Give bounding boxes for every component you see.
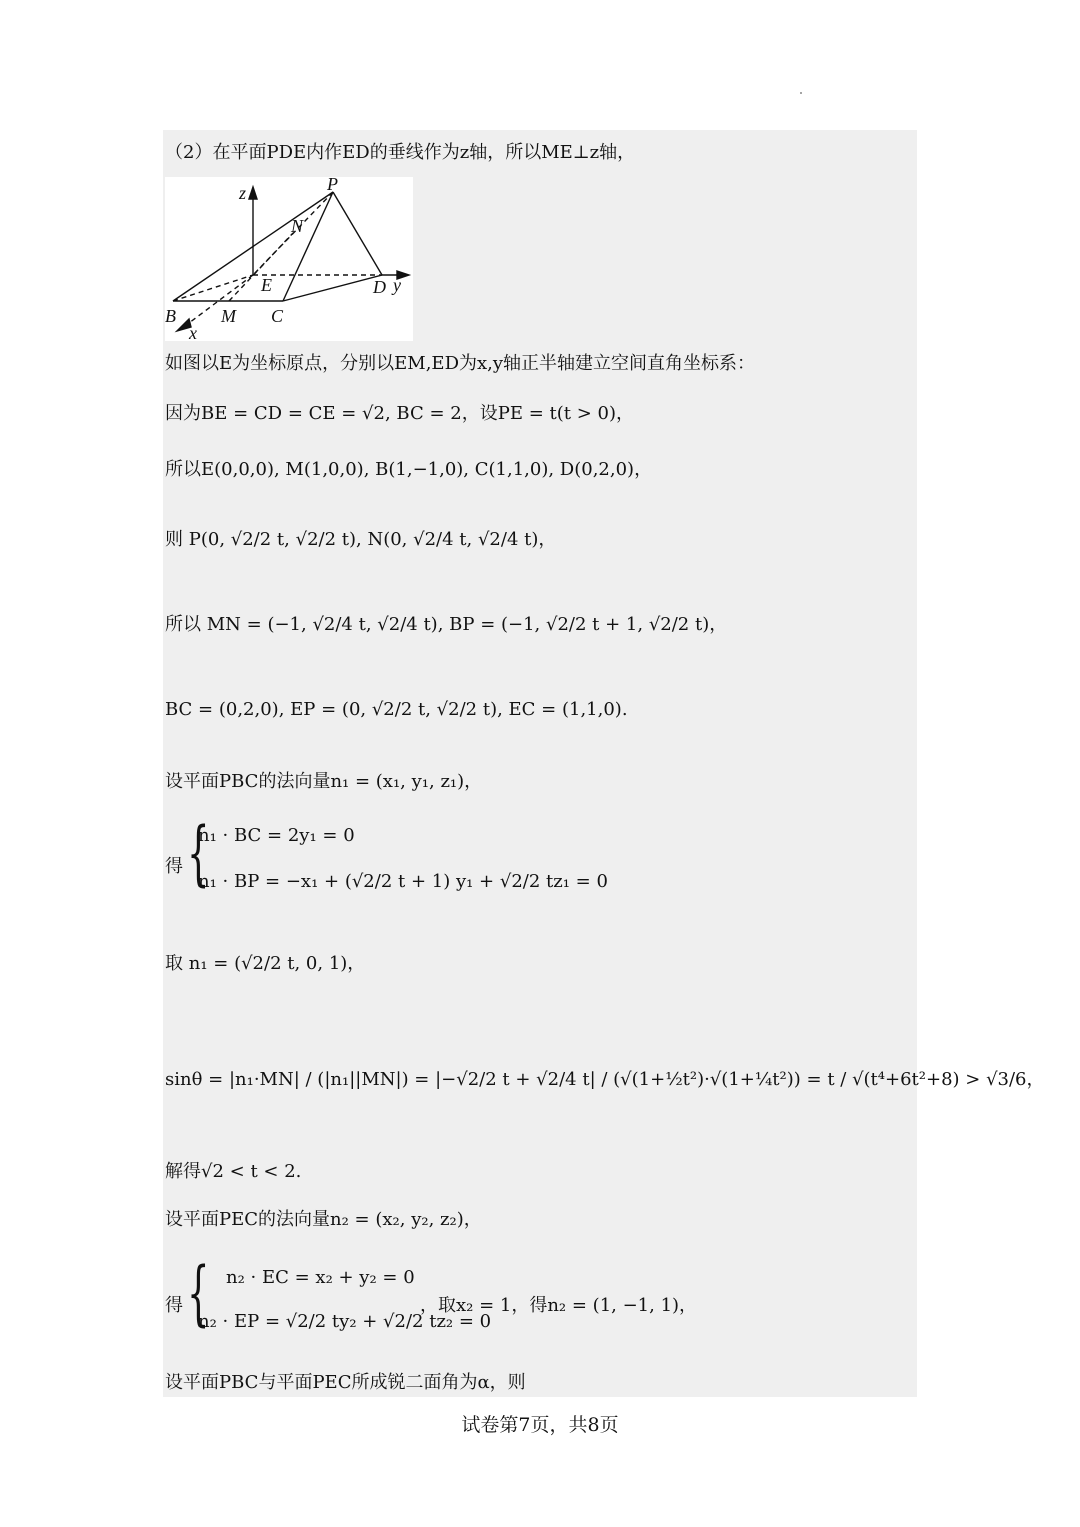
- line6-expr: MN = (−1, √2/4 t, √2/4 t), BP = (−1, √2/2 t + 1, √2/2 t)，: [206, 614, 728, 635]
- line5-prefix: 则: [165, 529, 183, 550]
- line1-text: （2）在平面PDE内作ED的垂线作为z轴，所以ME⊥z轴，: [165, 142, 636, 163]
- label-y: y: [393, 275, 401, 295]
- label-x: x: [189, 323, 197, 341]
- label-m: M: [221, 306, 236, 326]
- system2-prefix: 得: [165, 1295, 183, 1316]
- solution-line-3: [165, 402, 634, 426]
- line2-text: 如图以E为坐标原点，分别以EM,ED为x,y轴正半轴建立空间直角坐标系：: [165, 353, 756, 374]
- system2-suffix: ，取x₂ = 1，得n₂ = (1, −1, 1)，: [420, 1295, 698, 1316]
- system1-eq1: n₁ · BC = 2y₁ = 0: [198, 825, 355, 846]
- line5-expr: P(0, √2/2 t, √2/2 t), N(0, √2/4 t, √2/4 t)，: [188, 529, 557, 550]
- label-d: D: [373, 277, 386, 297]
- line10-text: sinθ = |n₁·MN| / (|n₁||MN|) = |−√2/2 t + √2/4 t| / (√(1+½t²)·√(1+¼t²)) = t / √(t⁴+6t²+8) > √3/6，: [165, 1069, 1045, 1090]
- page-dot: [800, 92, 802, 94]
- line12-text: 设平面PEC的法向量n₂ = (x₂, y₂, z₂)，: [165, 1209, 482, 1230]
- line8-text: 设平面PBC的法向量n₁ = (x₁, y₁, z₁)，: [165, 771, 483, 792]
- line9-prefix: 取: [165, 953, 183, 974]
- line6-prefix: 所以: [165, 614, 201, 635]
- line13-text: 设平面PBC与平面PEC所成锐二面角为α，则: [165, 1372, 526, 1393]
- solution-line-6: [165, 613, 727, 637]
- solution-line-11: [165, 1160, 301, 1184]
- line7-text: BC = (0,2,0), EP = (0, √2/2 t, √2/2 t), EC = (1,1,0).: [165, 699, 628, 720]
- label-p: P: [327, 177, 338, 194]
- system1-prefix: 得: [165, 856, 183, 877]
- line4-text: 所以E(0,0,0), M(1,0,0), B(1,−1,0), C(1,1,0), D(0,2,0)，: [165, 459, 653, 480]
- page-footer: 试卷第7页，共8页: [461, 1414, 619, 1436]
- label-z: z: [239, 183, 247, 203]
- system2-brace: {: [187, 1252, 210, 1334]
- system2-eq2: n₂ · EP = √2/2 ty₂ + √2/2 tz₂ = 0: [198, 1311, 492, 1332]
- solution-line-7: [165, 698, 628, 722]
- solution-line-9: [165, 952, 365, 976]
- line9-expr: n₁ = (√2/2 t, 0, 1)，: [188, 953, 366, 974]
- geometry-figure: [165, 177, 413, 341]
- solution-line-1: [165, 141, 635, 165]
- system1-brace: {: [187, 812, 210, 894]
- pyramid-diagram: [165, 177, 413, 341]
- label-e: E: [261, 275, 272, 295]
- solution-line-4: [165, 458, 652, 482]
- line3-text: 因为BE = CD = CE = √2, BC = 2，设PE = t(t > 0)，: [165, 403, 635, 424]
- system2-eq1: n₂ · EC = x₂ + y₂ = 0: [226, 1267, 415, 1288]
- label-n: N: [291, 216, 304, 236]
- line11-text: 解得√2 < t < 2.: [165, 1161, 302, 1182]
- system1-eq2: n₁ · BP = −x₁ + (√2/2 t + 1) y₁ + √2/2 tz₁ = 0: [198, 871, 608, 892]
- label-b: B: [165, 306, 176, 326]
- solution-line-10: [165, 1068, 1045, 1092]
- solution-line-13: [165, 1371, 526, 1395]
- solution-line-8: [165, 770, 482, 794]
- solution-line-12: [165, 1208, 482, 1232]
- solution-line-5: [165, 528, 556, 552]
- label-c: C: [271, 306, 284, 326]
- solution-line-2: [165, 352, 755, 376]
